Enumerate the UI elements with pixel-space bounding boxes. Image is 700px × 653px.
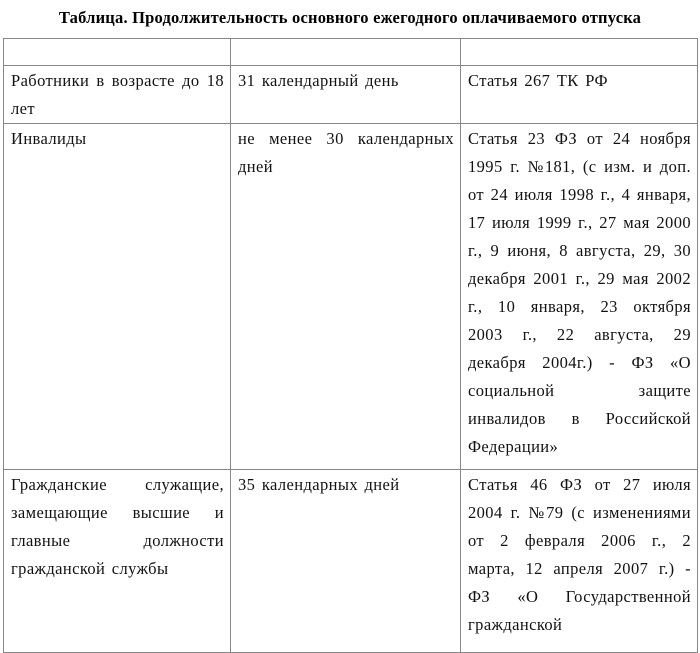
cell-duration: 31 календарный день — [231, 66, 461, 124]
table-row — [4, 124, 698, 470]
cell-category: Инвалиды — [4, 124, 231, 470]
table-header-row — [4, 39, 698, 66]
header-cell-duration — [231, 39, 461, 66]
cell-legal-basis: Статья 23 ФЗ от 24 ноября 1995 г. №181, (с изм. и доп. от 24 июля 1998 г., 4 января, 17 июля 1999 г., 27 мая 2000 г., 9 июня, 8 августа, 29, 30 декабря 2001 г., 29 мая 2002 г., 10 января, 23 октября 2003 г., 22 августа, 29 декабря 2004г.) - ФЗ «О социальной защите инвалидов в Российской Федерации» — [461, 124, 698, 470]
cell-duration: не менее 30 календарных дней — [231, 124, 461, 470]
vacation-duration-table — [3, 38, 698, 653]
cell-legal-basis: Статья 46 ФЗ от 27 июля 2004 г. №79 (с изменениями от 2 февраля 2006 г., 2 марта, 12 апреля 2007 г.) - ФЗ «О Государственной гражданской — [461, 470, 698, 653]
header-cell-basis — [461, 39, 698, 66]
header-cell-category — [4, 39, 231, 66]
page-title: Таблица. Продолжительность основного ежегодного оплачиваемого отпуска — [58, 8, 642, 27]
cell-category: Работники в возрасте до 18 лет — [4, 66, 231, 124]
table-row — [4, 66, 698, 124]
cell-category: Гражданские служащие, замещающие высшие и главные должности гражданской службы — [4, 470, 231, 653]
table-row — [4, 470, 698, 653]
cell-legal-basis: Статья 267 ТК РФ — [461, 66, 698, 124]
cell-duration: 35 календарных дней — [231, 470, 461, 653]
